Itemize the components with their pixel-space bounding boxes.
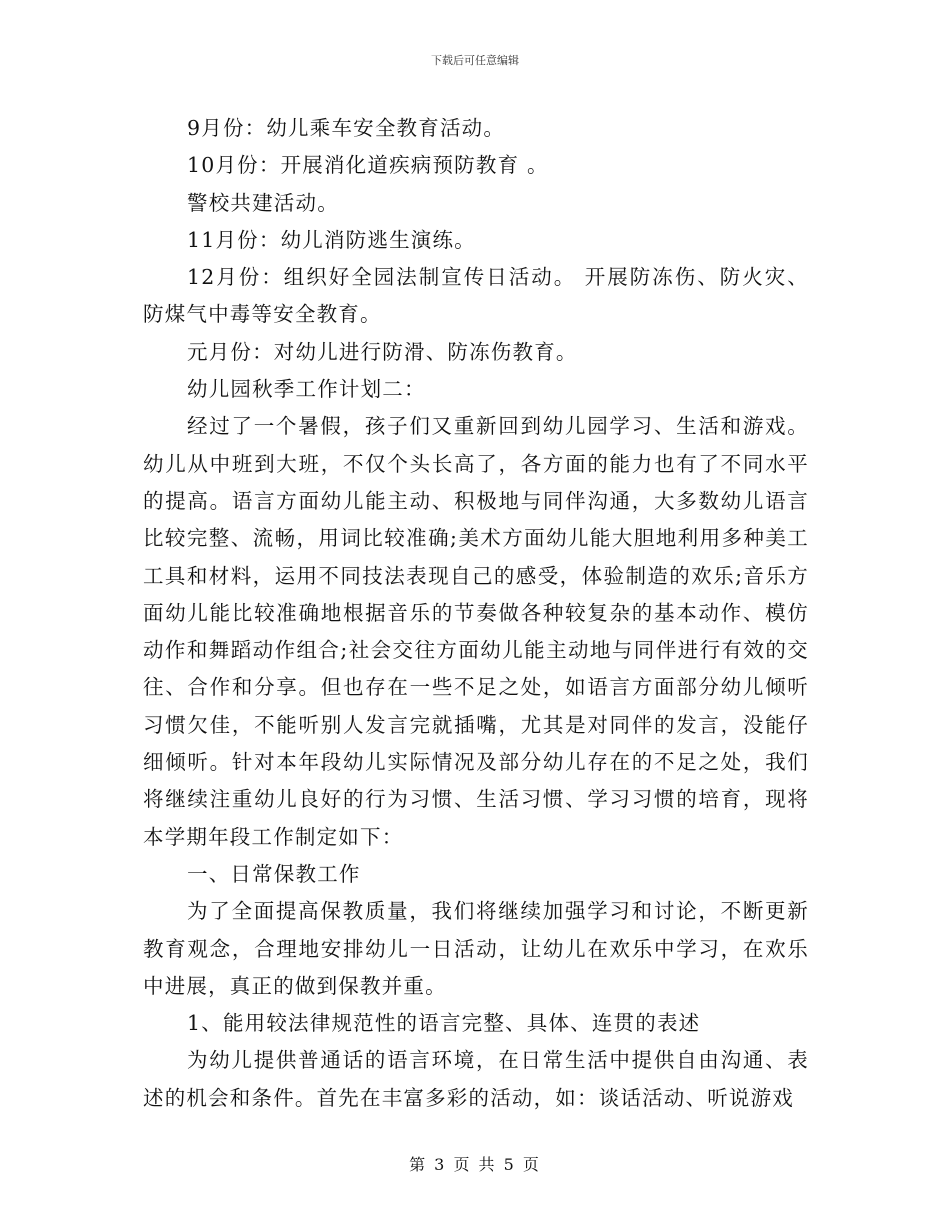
section-heading-plan-two: 幼儿园秋季工作计划二： bbox=[187, 377, 426, 402]
paragraph-4: 11月份：幼儿消防逃生演练。 bbox=[187, 227, 476, 252]
paragraph-2: 10月份：开展消化道疾病预防教育 。 bbox=[187, 153, 549, 178]
document-body bbox=[143, 110, 809, 1117]
paragraph-3: 警校共建活动。 bbox=[187, 190, 339, 215]
page-header-note: 下载后可任意编辑 bbox=[431, 54, 519, 67]
paragraph-1: 9月份：幼儿乘车安全教育活动。 bbox=[187, 116, 506, 140]
paragraph-10: 为了全面提高保教质量，我们将继续加强学习和讨论，不断更新教育观念，合理地安排幼儿一日活动，让幼儿在欢乐中学习，在欢乐中进展，真正的做到保教并重。 bbox=[143, 899, 809, 998]
paragraph-5: 12月份：组织好全园法制宣传日活动。 开展防冻伤、防火灾、防煤气中毒等安全教育。 bbox=[143, 265, 809, 327]
page-number: 第 3 页 共 5 页 bbox=[409, 1155, 541, 1174]
section-heading-daily-work: 一、日常保教工作 bbox=[187, 861, 361, 886]
subheading-language: 1、能用较法律规范性的语言完整、具体、连贯的表述 bbox=[187, 1011, 701, 1036]
paragraph-6: 元月份：对幼儿进行防滑、防冻伤教育。 bbox=[187, 339, 578, 364]
paragraph-8: 经过了一个暑假，孩子们又重新回到幼儿园学习、生活和游戏。幼儿从中班到大班，不仅个头长高了，各方面的能力也有了不同水平的提高。语言方面幼儿能主动、积极地与同伴沟通，大多数幼儿语言比较完整、流畅，用词比较准确;美术方面幼儿能大胆地利用多种美工工具和材料，运用不同技法表现自己的感受，体验制造的欢乐;音乐方面幼儿能比较准确地根据音乐的节奏做各种较复杂的基本动作、模仿动作和舞蹈动作组合;社会交往方面幼儿能主动地与同伴进行有效的交往、合作和分享。但也存在一些不足之处，如语言方面部分幼儿倾听习惯欠佳，不能听别人发言完就插嘴，尤其是对同伴的发言，没能仔细倾听。针对本年段幼儿实际情况及部分幼儿存在的不足之处，我们将继续注重幼儿良好的行为习惯、生活习惯、学习习惯的培育，现将本学期年段工作制定如下： bbox=[143, 414, 809, 849]
paragraph-12: 为幼儿提供普通话的语言环境，在日常生活中提供自由沟通、表述的机会和条件。首先在丰富多彩的活动，如：谈话活动、听说游戏 bbox=[143, 1048, 809, 1110]
